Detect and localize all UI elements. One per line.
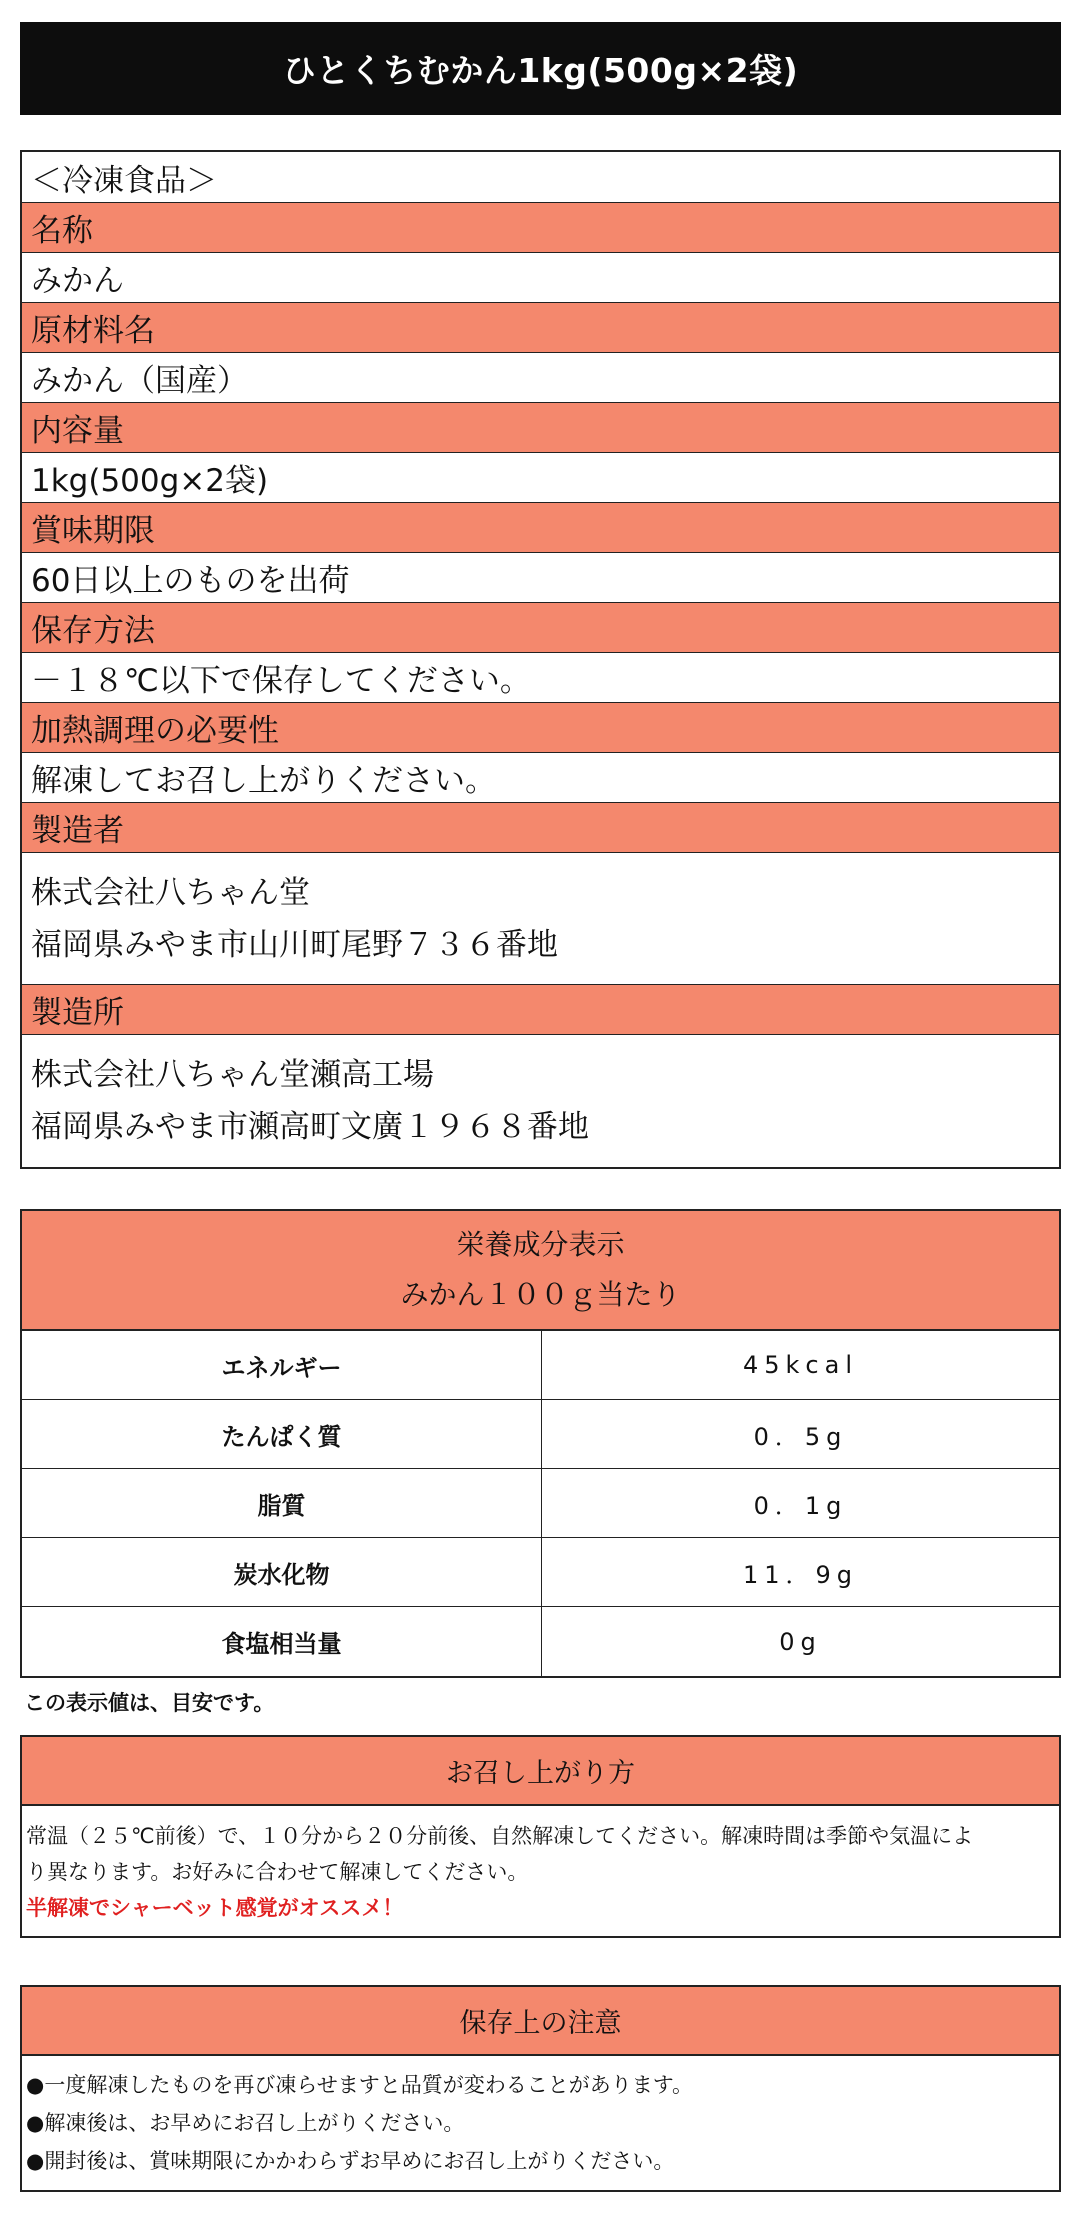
nutrient-name: エネルギー — [22, 1331, 542, 1399]
howto-title: お召し上がり方 — [446, 1758, 635, 1789]
howto-body — [22, 1806, 1059, 1936]
nutrient-value: 11．9g — [742, 1560, 859, 1589]
nutrition-table — [20, 1209, 1061, 1678]
content-value: 1kg(500g×2袋) — [31, 463, 269, 499]
product-title-banner — [20, 22, 1061, 115]
nutrition-header — [22, 1211, 1059, 1331]
nutrient-name: 脂質 — [22, 1469, 542, 1537]
heating-value-row — [22, 753, 1059, 803]
ingredients-value-row — [22, 353, 1059, 403]
expiry-label: 賞味期限 — [31, 513, 155, 549]
nutrient-value: 0．1g — [753, 1491, 848, 1520]
nutrient-name: 食塩相当量 — [22, 1607, 542, 1676]
caution-item: ●一度解凍したものを再び凍らせますと品質が変わることがあります。 — [26, 2073, 694, 2097]
howto-header — [22, 1737, 1059, 1806]
factory-address: 福岡県みやま市瀬高町文廣１９６８番地 — [31, 1109, 589, 1145]
factory-company: 株式会社八ちゃん堂瀬高工場 — [31, 1057, 434, 1093]
nutrition-row — [22, 1331, 1059, 1400]
name-value: みかん — [31, 263, 124, 299]
maker-value-row — [22, 853, 1059, 985]
caution-item: ●解凍後は、お早めにお召し上がりください。 — [26, 2111, 465, 2135]
nutrition-row — [22, 1538, 1059, 1607]
nutrient-value: 0．5g — [753, 1422, 848, 1451]
factory-header — [22, 985, 1059, 1035]
caution-header — [22, 1987, 1059, 2056]
nutrition-row — [22, 1469, 1059, 1538]
howto-text-line: 常温（２５℃前後）で、１０分から２０分前後、自然解凍してください。解凍時間は季節や気温によ — [26, 1824, 974, 1848]
factory-label: 製造所 — [31, 995, 124, 1031]
heating-header — [22, 703, 1059, 753]
maker-header — [22, 803, 1059, 853]
name-value-row — [22, 253, 1059, 303]
category-text: ＜冷凍食品＞ — [31, 162, 217, 199]
storage-value: －１８℃以下で保存してください。 — [31, 663, 531, 699]
expiry-header — [22, 503, 1059, 553]
ingredients-value: みかん（国産） — [31, 363, 248, 399]
expiry-value: 60日以上のものを出荷 — [31, 563, 350, 599]
nutrition-subtitle: みかん１００ｇ当たり — [400, 1278, 681, 1311]
nutrition-row — [22, 1607, 1059, 1676]
storage-label: 保存方法 — [31, 613, 155, 649]
factory-value-row — [22, 1035, 1059, 1167]
nutrient-name: 炭水化物 — [22, 1538, 542, 1606]
howto-highlight: 半解凍でシャーベット感覚がオススメ！ — [26, 1896, 404, 1920]
maker-address: 福岡県みやま市山川町尾野７３６番地 — [31, 926, 558, 963]
caution-item: ●開封後は、賞味期限にかかわらずお早めにお召し上がりください。 — [26, 2149, 675, 2173]
expiry-value-row — [22, 553, 1059, 603]
product-title: ひとくちむかん1kg(500g×2袋) — [282, 51, 799, 90]
content-value-row — [22, 453, 1059, 503]
nutrient-value: 0g — [779, 1627, 822, 1656]
storage-value-row — [22, 653, 1059, 703]
howto-box — [20, 1735, 1061, 1938]
food-label-table — [20, 150, 1061, 1169]
caution-title: 保存上の注意 — [459, 2008, 622, 2039]
category-row — [22, 152, 1059, 203]
ingredients-header — [22, 303, 1059, 353]
name-header — [22, 203, 1059, 253]
caution-body — [22, 2056, 1059, 2190]
maker-label: 製造者 — [31, 813, 124, 849]
content-header — [22, 403, 1059, 453]
nutrition-row — [22, 1400, 1059, 1469]
name-label: 名称 — [31, 213, 93, 249]
ingredients-label: 原材料名 — [31, 313, 155, 349]
nutrition-note: この表示値は、目安です。 — [24, 1691, 275, 1715]
nutrient-name: たんぱく質 — [22, 1400, 542, 1468]
content-label: 内容量 — [31, 413, 124, 449]
heating-label: 加熱調理の必要性 — [31, 713, 279, 749]
nutrient-value: 45kcal — [742, 1351, 858, 1379]
howto-text-line: り異なります。お好みに合わせて解凍してください。 — [26, 1860, 529, 1884]
nutrition-title: 栄養成分表示 — [456, 1228, 625, 1261]
heating-value: 解凍してお召し上がりください。 — [31, 763, 496, 799]
caution-box — [20, 1985, 1061, 2192]
maker-company: 株式会社八ちゃん堂 — [31, 874, 310, 911]
storage-header — [22, 603, 1059, 653]
